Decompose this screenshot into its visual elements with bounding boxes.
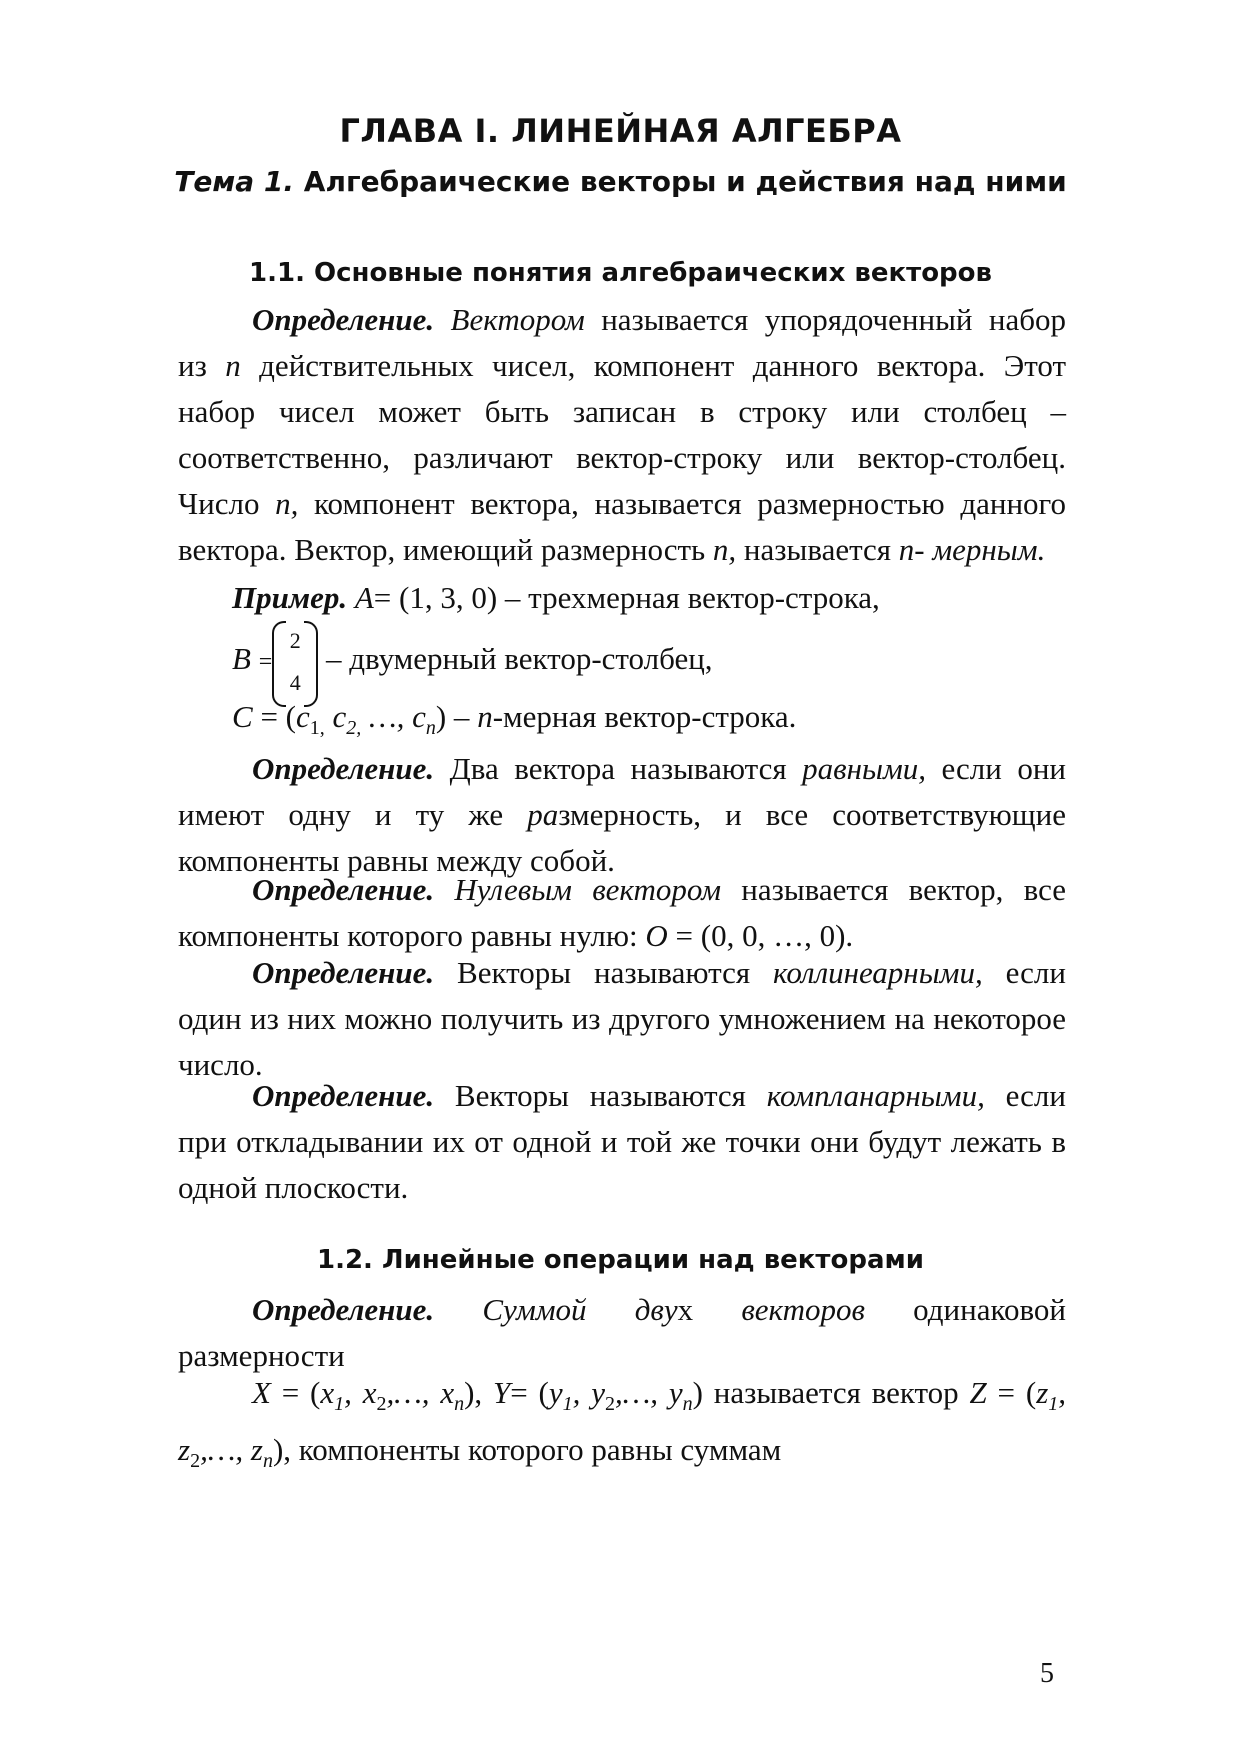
text-span: если один из них можно получить из другого умножением на некоторое число. bbox=[178, 955, 1066, 1082]
definition-label: Определение. bbox=[252, 751, 435, 786]
paragraph-def-equal bbox=[178, 746, 1066, 884]
column-vector bbox=[272, 621, 318, 703]
text-span: = ( bbox=[270, 1375, 321, 1410]
text-span: называется упорядоченный набор из bbox=[178, 302, 1066, 383]
paragraph-def-zero bbox=[178, 867, 1066, 959]
text-span: ра bbox=[527, 797, 559, 832]
text-span: называется bbox=[736, 532, 899, 567]
var-b: B bbox=[232, 641, 251, 677]
subscript: 1 bbox=[1048, 1393, 1059, 1416]
text-span: -мерная вектор-строка. bbox=[492, 699, 797, 734]
text-span: = ( bbox=[510, 1375, 549, 1410]
math-x: , x bbox=[344, 1375, 377, 1410]
vector-entry-top: 2 bbox=[289, 628, 301, 653]
subscript: 2 bbox=[190, 1450, 201, 1473]
math-y: ,…, y bbox=[614, 1375, 683, 1410]
example-line-a bbox=[232, 580, 880, 616]
term-n-dimensional: n- мерным. bbox=[898, 532, 1046, 567]
text-span: называется вектор, все компоненты которого равны нулю: bbox=[178, 872, 1066, 953]
page-number: 5 bbox=[1040, 1658, 1054, 1689]
term-vector: Вектором bbox=[450, 302, 585, 337]
text-span: змерность, и все соответствующие компоненты равны между собой. bbox=[178, 797, 1067, 878]
text-span: Два вектора называются bbox=[434, 751, 803, 786]
term-collinear: коллинеарными, bbox=[773, 955, 983, 990]
section-heading-1-1: 1.1. Основные понятия алгебраических векторов bbox=[249, 258, 992, 288]
var-c: C bbox=[232, 699, 253, 734]
paragraph-def-coplanar bbox=[178, 1073, 1066, 1211]
chapter-title: ГЛАВА I. ЛИНЕЙНАЯ АЛГЕБРА bbox=[339, 112, 902, 150]
var-y: Y bbox=[493, 1375, 511, 1410]
definition-label: Определение. bbox=[252, 302, 435, 337]
paragraph-def-collinear bbox=[178, 950, 1066, 1088]
text-span: векторов bbox=[741, 1292, 865, 1327]
text-span: Векторы называются bbox=[434, 1078, 767, 1113]
text-span: ), bbox=[464, 1375, 493, 1410]
subscript: n bbox=[425, 717, 436, 740]
topic-title: Алгебраические векторы и действия над ними bbox=[303, 165, 1067, 198]
var-z: Z bbox=[969, 1375, 987, 1410]
text-span: = ( bbox=[986, 1375, 1037, 1410]
text-span: х bbox=[677, 1292, 694, 1327]
math-x: x bbox=[320, 1375, 335, 1410]
definition-label: Определение. bbox=[252, 872, 435, 907]
text-span: ), компоненты которого равны суммам bbox=[272, 1432, 782, 1468]
math-c: c bbox=[324, 699, 347, 734]
text-span: ) – bbox=[435, 699, 478, 734]
paragraph-def-sum bbox=[178, 1287, 1066, 1379]
text-span: компонент вектора, называется размерностью данного вектора. Вектор, имеющий размерность bbox=[178, 486, 1067, 567]
subscript: 1 bbox=[334, 1393, 345, 1416]
text-span: действительных чисел, компонент данного вектора. Этот набор чисел может быть записан в строку или столбец – соответственно, различают вектор-строку или вектор-столбец. Число bbox=[178, 348, 1066, 521]
text-span: дву bbox=[634, 1292, 678, 1327]
subscript: n bbox=[454, 1393, 465, 1416]
math-z: , z bbox=[178, 1375, 1067, 1468]
subscript: 1, bbox=[309, 717, 325, 740]
text-span: = (1, 3, 0) – трехмерная вектор-строка, bbox=[373, 580, 880, 615]
text-span: если при откладывании их от одной и той же точки они будут лежать в одной плоскости. bbox=[178, 1078, 1066, 1205]
subscript: 2 bbox=[604, 1393, 615, 1416]
section-heading-1-2: 1.2. Линейные операции над векторами bbox=[316, 1245, 924, 1275]
text-span: Векторы называются bbox=[434, 955, 773, 990]
math-c: …, c bbox=[361, 699, 426, 734]
math-n: n bbox=[477, 699, 493, 734]
paragraph-sum-formula bbox=[178, 1370, 1066, 1484]
text-span: одинаковой размерности bbox=[178, 1292, 1066, 1373]
math-c: c bbox=[296, 699, 310, 734]
math-y: , y bbox=[572, 1375, 605, 1410]
topic-label: Тема 1. bbox=[174, 165, 295, 198]
math-y: y bbox=[548, 1375, 563, 1410]
var-x: X bbox=[252, 1375, 271, 1410]
subscript: n bbox=[682, 1393, 693, 1416]
math-n: n bbox=[225, 348, 241, 383]
subscript: n bbox=[262, 1450, 273, 1473]
definition-label: Определение. bbox=[252, 955, 435, 990]
equals-sign: = bbox=[258, 649, 273, 676]
subscript: 2, bbox=[346, 717, 362, 740]
math-x: ,…, x bbox=[386, 1375, 455, 1410]
example-line-c bbox=[232, 699, 796, 740]
var-a: A bbox=[354, 580, 374, 615]
term-sum: Суммой bbox=[434, 1292, 587, 1327]
text-span: = ( bbox=[252, 699, 296, 734]
term-equal: равными, bbox=[802, 751, 926, 786]
example-label: Пример. bbox=[232, 580, 348, 615]
math-z: ,…, z bbox=[200, 1432, 263, 1468]
term-coplanar: компланарными, bbox=[766, 1078, 985, 1113]
math-n: n, bbox=[712, 532, 737, 567]
math-n: n, bbox=[275, 486, 299, 521]
definition-label: Определение. bbox=[252, 1078, 435, 1113]
text-span: – двумерный вектор-столбец, bbox=[325, 641, 713, 677]
text-span: если они имеют одну и ту же bbox=[178, 751, 1066, 832]
subscript: 1 bbox=[562, 1393, 573, 1416]
text-span: ) называется вектор bbox=[692, 1375, 970, 1410]
example-line-b bbox=[232, 621, 713, 703]
definition-label: Определение. bbox=[252, 1292, 435, 1327]
var-o: O bbox=[645, 918, 668, 953]
paragraph-def-vector bbox=[178, 297, 1066, 573]
text-span: = (0, 0, …, 0). bbox=[667, 918, 854, 953]
topic-heading bbox=[0, 165, 1241, 198]
subscript: 2 bbox=[376, 1393, 387, 1416]
vector-entry-bottom: 4 bbox=[289, 670, 301, 695]
math-z: z bbox=[1036, 1375, 1049, 1410]
term-zero-vector: Нулевым вектором bbox=[434, 872, 722, 907]
